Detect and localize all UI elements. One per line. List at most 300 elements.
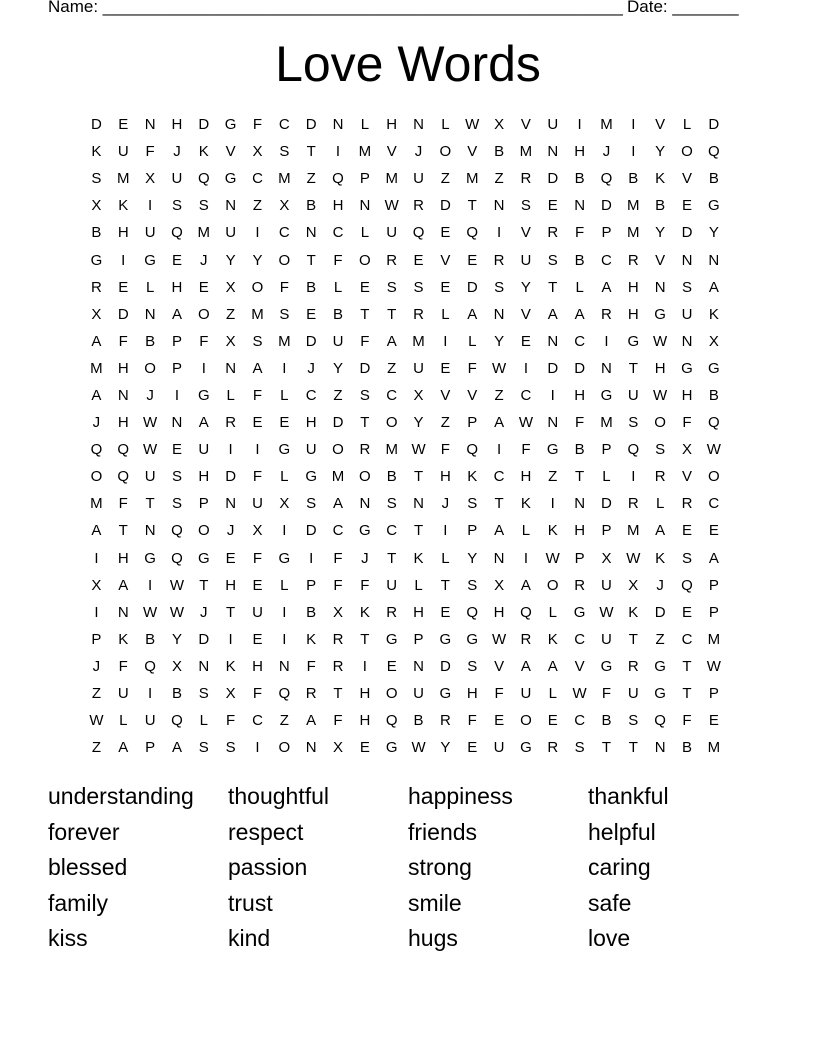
grid-letter[interactable]: T [575,468,585,486]
grid-letter[interactable]: R [547,224,559,242]
grid-letter[interactable]: H [332,197,344,215]
grid-letter[interactable]: K [467,468,478,486]
grid-letter[interactable]: F [575,224,585,242]
grid-letter[interactable]: K [118,197,129,215]
grid-letter[interactable]: I [604,332,609,350]
grid-letter[interactable]: N [198,657,210,675]
grid-letter[interactable]: G [144,251,156,269]
grid-letter[interactable]: A [118,576,129,594]
grid-letter[interactable]: L [280,576,289,594]
grid-letter[interactable]: R [332,630,344,648]
grid-letter[interactable]: F [360,576,370,594]
grid-letter[interactable]: R [627,657,639,675]
grid-letter[interactable]: S [171,468,182,486]
grid-letter[interactable]: W [706,441,721,459]
grid-letter[interactable]: N [547,332,559,350]
grid-letter[interactable]: L [521,522,531,540]
grid-letter[interactable]: G [627,332,640,350]
grid-letter[interactable]: E [118,278,129,296]
grid-letter[interactable]: W [169,576,185,594]
grid-letter[interactable]: V [467,143,478,161]
grid-letter[interactable]: H [627,305,639,323]
grid-letter[interactable]: H [386,116,398,134]
grid-letter[interactable]: B [386,468,397,486]
grid-letter[interactable]: B [306,197,317,215]
grid-letter[interactable]: V [440,386,451,404]
grid-letter[interactable]: B [708,170,719,188]
grid-letter[interactable]: U [413,685,424,703]
grid-letter[interactable]: D [547,359,559,377]
grid-letter[interactable]: W [653,332,668,350]
grid-letter[interactable]: U [627,685,639,703]
grid-letter[interactable]: W [518,414,533,432]
grid-letter[interactable]: U [681,305,693,323]
grid-letter[interactable]: P [171,359,182,377]
grid-letter[interactable]: U [493,739,505,757]
grid-letter[interactable]: I [148,685,153,703]
grid-letter[interactable]: I [282,603,287,621]
grid-letter[interactable]: I [550,495,555,513]
grid-letter[interactable]: B [681,739,692,757]
grid-letter[interactable]: O [385,685,398,703]
grid-letter[interactable]: G [144,549,156,567]
grid-letter[interactable]: Y [655,143,666,161]
grid-letter[interactable]: G [681,359,693,377]
grid-letter[interactable]: U [144,224,156,242]
grid-letter[interactable]: D [117,305,129,323]
grid-letter[interactable]: F [467,359,477,377]
grid-letter[interactable]: G [520,739,532,757]
grid-letter[interactable]: U [386,224,398,242]
grid-letter[interactable]: T [387,305,397,323]
grid-letter[interactable]: F [226,712,236,730]
grid-letter[interactable]: D [601,495,612,513]
grid-letter[interactable]: Y [225,251,236,269]
grid-letter[interactable]: C [386,386,398,404]
grid-letter[interactable]: N [681,332,693,350]
grid-letter[interactable]: Z [306,170,316,188]
grid-letter[interactable]: Q [412,224,425,242]
grid-letter[interactable]: S [386,278,397,296]
grid-letter[interactable]: J [441,495,450,513]
grid-letter[interactable]: I [335,143,341,161]
grid-letter[interactable]: E [359,278,370,296]
grid-letter[interactable]: W [143,414,158,432]
grid-letter[interactable]: A [708,278,719,296]
grid-letter[interactable]: L [199,712,208,730]
grid-letter[interactable]: I [523,549,528,567]
grid-letter[interactable]: G [224,170,237,188]
grid-letter[interactable]: S [681,278,692,296]
grid-letter[interactable]: A [520,657,531,675]
grid-letter[interactable]: L [655,495,665,513]
grid-letter[interactable]: D [601,197,612,215]
grid-letter[interactable]: G [224,116,237,134]
grid-letter[interactable]: E [681,197,692,215]
grid-letter[interactable]: Z [548,468,558,486]
grid-letter[interactable]: E [708,522,719,540]
grid-letter[interactable]: R [574,576,586,594]
grid-letter[interactable]: J [414,143,423,161]
grid-letter[interactable]: I [496,441,502,459]
grid-letter[interactable]: G [600,386,613,404]
grid-letter[interactable]: J [602,143,611,161]
grid-letter[interactable]: X [681,441,692,459]
grid-letter[interactable]: E [467,251,478,269]
grid-letter[interactable]: Z [494,170,504,188]
grid-letter[interactable]: C [252,712,263,730]
grid-letter[interactable]: O [520,712,532,730]
grid-letter[interactable]: Z [252,197,263,215]
grid-letter[interactable]: L [602,468,611,486]
grid-letter[interactable]: G [573,603,586,621]
grid-letter[interactable]: T [548,278,558,296]
grid-letter[interactable]: U [601,630,612,648]
grid-letter[interactable]: S [198,685,209,703]
grid-letter[interactable]: X [91,197,102,215]
grid-letter[interactable]: D [359,359,371,377]
grid-letter[interactable]: R [386,603,398,621]
grid-letter[interactable]: C [574,332,586,350]
grid-letter[interactable]: H [117,359,129,377]
grid-letter[interactable]: S [467,495,478,513]
grid-letter[interactable]: S [494,278,505,296]
grid-letter[interactable]: N [574,197,586,215]
grid-letter[interactable]: S [520,197,531,215]
grid-letter[interactable]: S [252,332,263,350]
grid-letter[interactable]: G [197,386,210,404]
grid-letter[interactable]: U [171,170,183,188]
grid-letter[interactable]: C [332,522,344,540]
grid-letter[interactable]: B [574,170,585,188]
grid-letter[interactable]: G [707,197,720,215]
grid-letter[interactable]: P [601,224,612,242]
grid-letter[interactable]: G [654,657,666,675]
grid-letter[interactable]: K [655,170,666,188]
grid-letter[interactable]: N [359,495,371,513]
grid-letter[interactable]: E [171,441,182,459]
grid-letter[interactable]: N [359,197,371,215]
grid-letter[interactable]: B [306,603,317,621]
grid-letter[interactable]: W [491,359,507,377]
grid-letter[interactable]: E [225,549,236,567]
grid-letter[interactable]: F [333,576,343,594]
grid-letter[interactable]: W [143,603,158,621]
grid-letter[interactable]: Q [466,441,479,459]
grid-letter[interactable]: W [89,712,104,730]
grid-letter[interactable]: L [119,712,128,730]
grid-letter[interactable]: W [706,657,721,675]
grid-letter[interactable]: C [708,495,720,513]
grid-letter[interactable]: K [359,603,370,621]
grid-letter[interactable]: G [197,549,210,567]
grid-letter[interactable]: S [171,197,182,215]
grid-letter[interactable]: E [359,739,370,757]
grid-letter[interactable]: J [307,359,315,377]
grid-letter[interactable]: D [708,116,720,134]
grid-letter[interactable]: Y [708,224,719,242]
grid-letter[interactable]: D [654,603,666,621]
grid-letter[interactable]: C [278,224,290,242]
grid-letter[interactable]: T [467,197,477,215]
grid-letter[interactable]: A [91,386,102,404]
grid-letter[interactable]: U [117,143,129,161]
grid-letter[interactable]: A [118,739,129,757]
grid-letter[interactable]: B [171,685,182,703]
grid-letter[interactable]: H [117,224,129,242]
grid-letter[interactable]: U [252,603,263,621]
grid-letter[interactable]: I [443,522,448,540]
grid-letter[interactable]: O [359,468,371,486]
grid-letter[interactable]: H [198,468,210,486]
grid-letter[interactable]: X [333,739,344,757]
grid-letter[interactable]: A [467,305,478,323]
grid-letter[interactable]: X [279,197,290,215]
grid-letter[interactable]: L [360,224,370,242]
grid-letter[interactable]: Q [627,441,640,459]
grid-letter[interactable]: L [682,116,692,134]
grid-letter[interactable]: U [386,576,398,594]
grid-letter[interactable]: R [601,305,612,323]
grid-letter[interactable]: T [413,468,424,486]
grid-letter[interactable]: Q [90,441,103,459]
grid-letter[interactable]: G [278,549,291,567]
grid-letter[interactable]: P [145,739,156,757]
grid-letter[interactable]: H [252,657,263,675]
grid-letter[interactable]: Q [171,549,183,567]
grid-letter[interactable]: Y [655,224,666,242]
grid-letter[interactable]: X [252,522,263,540]
grid-letter[interactable]: P [306,576,317,594]
grid-letter[interactable]: B [306,278,317,296]
grid-letter[interactable]: K [91,143,102,161]
grid-letter[interactable]: R [654,468,666,486]
grid-letter[interactable]: H [305,414,317,432]
grid-letter[interactable]: U [520,251,532,269]
grid-letter[interactable]: P [171,332,182,350]
grid-letter[interactable]: C [574,712,586,730]
grid-letter[interactable]: E [252,414,263,432]
grid-letter[interactable]: I [255,441,260,459]
grid-letter[interactable]: B [413,712,424,730]
grid-letter[interactable]: Z [655,630,665,648]
grid-letter[interactable]: M [251,305,264,323]
grid-letter[interactable]: E [306,305,317,323]
grid-letter[interactable]: F [682,414,692,432]
grid-letter[interactable]: T [628,739,638,757]
grid-letter[interactable]: N [547,414,559,432]
grid-letter[interactable]: L [468,332,477,350]
grid-letter[interactable]: O [144,359,156,377]
grid-letter[interactable]: P [467,414,478,432]
grid-letter[interactable]: F [521,441,531,459]
grid-letter[interactable]: Q [681,576,693,594]
grid-letter[interactable]: B [655,197,666,215]
grid-letter[interactable]: A [386,332,397,350]
grid-letter[interactable]: Q [117,468,130,486]
grid-letter[interactable]: Z [91,739,101,757]
grid-letter[interactable]: R [520,630,532,648]
grid-letter[interactable]: D [305,332,317,350]
grid-letter[interactable]: K [225,657,236,675]
grid-letter[interactable]: X [601,549,612,567]
grid-letter[interactable]: N [117,603,129,621]
grid-letter[interactable]: G [707,359,720,377]
grid-letter[interactable]: A [574,305,585,323]
grid-letter[interactable]: I [631,116,636,134]
grid-letter[interactable]: A [547,657,558,675]
grid-letter[interactable]: I [255,739,260,757]
grid-letter[interactable]: E [279,414,290,432]
grid-letter[interactable]: X [225,278,236,296]
grid-letter[interactable]: M [627,224,640,242]
grid-letter[interactable]: S [198,197,209,215]
grid-letter[interactable]: S [279,305,290,323]
grid-letter[interactable]: R [681,495,693,513]
grid-letter[interactable]: N [681,251,693,269]
grid-letter[interactable]: D [198,630,210,648]
grid-letter[interactable]: F [199,332,209,350]
grid-letter[interactable]: F [333,549,343,567]
grid-letter[interactable]: I [201,359,206,377]
grid-letter[interactable]: D [681,224,693,242]
grid-letter[interactable]: E [547,712,558,730]
grid-letter[interactable]: C [332,224,344,242]
grid-letter[interactable]: M [90,495,103,513]
grid-letter[interactable]: X [494,116,505,134]
grid-letter[interactable]: X [91,305,102,323]
grid-letter[interactable]: M [600,414,613,432]
grid-letter[interactable]: G [278,441,291,459]
grid-letter[interactable]: S [386,495,397,513]
grid-letter[interactable]: F [118,495,128,513]
grid-letter[interactable]: V [520,116,531,134]
grid-letter[interactable]: B [145,332,156,350]
grid-letter[interactable]: F [333,251,343,269]
grid-letter[interactable]: L [333,278,343,296]
grid-letter[interactable]: S [306,495,317,513]
grid-letter[interactable]: G [305,468,317,486]
grid-letter[interactable]: G [439,630,452,648]
grid-letter[interactable]: A [520,576,531,594]
grid-letter[interactable]: Q [466,224,479,242]
grid-letter[interactable]: K [306,630,317,648]
grid-letter[interactable]: B [601,712,612,730]
grid-letter[interactable]: T [306,143,316,161]
grid-letter[interactable]: V [681,468,692,486]
grid-letter[interactable]: B [628,170,639,188]
grid-letter[interactable]: K [198,143,209,161]
grid-letter[interactable]: H [574,522,586,540]
grid-letter[interactable]: G [385,739,398,757]
grid-letter[interactable]: I [496,224,502,242]
grid-letter[interactable]: C [386,522,398,540]
grid-letter[interactable]: C [681,630,693,648]
grid-letter[interactable]: W [411,739,426,757]
grid-letter[interactable]: Z [279,712,289,730]
grid-letter[interactable]: X [708,332,719,350]
grid-letter[interactable]: E [547,197,558,215]
grid-letter[interactable]: H [439,468,451,486]
grid-letter[interactable]: I [362,657,367,675]
grid-letter[interactable]: S [171,495,182,513]
grid-letter[interactable]: U [305,441,317,459]
grid-letter[interactable]: S [359,386,370,404]
grid-letter[interactable]: K [628,603,639,621]
grid-letter[interactable]: K [520,495,531,513]
grid-letter[interactable]: T [360,305,370,323]
grid-letter[interactable]: H [225,576,237,594]
grid-letter[interactable]: C [574,630,586,648]
grid-letter[interactable]: R [332,657,344,675]
grid-letter[interactable]: E [467,739,478,757]
grid-letter[interactable]: Q [520,603,532,621]
grid-letter[interactable]: F [494,685,504,703]
grid-letter[interactable]: B [574,251,585,269]
grid-letter[interactable]: G [439,685,452,703]
grid-letter[interactable]: J [173,143,181,161]
grid-letter[interactable]: N [305,224,317,242]
grid-letter[interactable]: X [225,685,236,703]
grid-letter[interactable]: Y [520,278,531,296]
grid-letter[interactable]: F [252,685,263,703]
grid-letter[interactable]: J [92,657,101,675]
grid-letter[interactable]: D [547,170,559,188]
grid-letter[interactable]: H [359,712,371,730]
grid-letter[interactable]: F [145,143,155,161]
grid-letter[interactable]: G [466,630,479,648]
grid-letter[interactable]: H [171,278,183,296]
grid-letter[interactable]: E [708,712,719,730]
grid-letter[interactable]: E [118,116,129,134]
grid-letter[interactable]: R [91,278,102,296]
grid-letter[interactable]: G [654,305,666,323]
grid-letter[interactable]: N [332,116,344,134]
grid-letter[interactable]: N [708,251,720,269]
grid-letter[interactable]: X [145,170,156,188]
grid-letter[interactable]: E [440,603,451,621]
grid-letter[interactable]: X [333,603,344,621]
grid-letter[interactable]: O [278,251,291,269]
grid-letter[interactable]: J [92,414,101,432]
grid-letter[interactable]: K [708,305,719,323]
grid-letter[interactable]: P [574,549,585,567]
grid-letter[interactable]: Q [171,224,183,242]
grid-letter[interactable]: O [251,278,264,296]
grid-letter[interactable]: Q [117,441,130,459]
grid-letter[interactable]: L [548,603,557,621]
grid-letter[interactable]: H [574,143,586,161]
grid-letter[interactable]: H [171,116,183,134]
grid-letter[interactable]: V [655,116,666,134]
grid-letter[interactable]: R [493,251,505,269]
grid-letter[interactable]: P [708,685,719,703]
grid-letter[interactable]: N [601,359,612,377]
grid-letter[interactable]: D [198,116,210,134]
grid-letter[interactable]: R [386,251,398,269]
grid-letter[interactable]: W [491,630,507,648]
grid-letter[interactable]: V [440,251,451,269]
grid-letter[interactable]: R [413,197,424,215]
grid-letter[interactable]: S [628,414,639,432]
grid-letter[interactable]: U [225,224,237,242]
grid-letter[interactable]: N [413,495,424,513]
grid-letter[interactable]: U [601,576,612,594]
grid-letter[interactable]: H [493,603,505,621]
grid-letter[interactable]: T [628,359,638,377]
grid-letter[interactable]: B [708,386,719,404]
grid-letter[interactable]: L [441,305,450,323]
